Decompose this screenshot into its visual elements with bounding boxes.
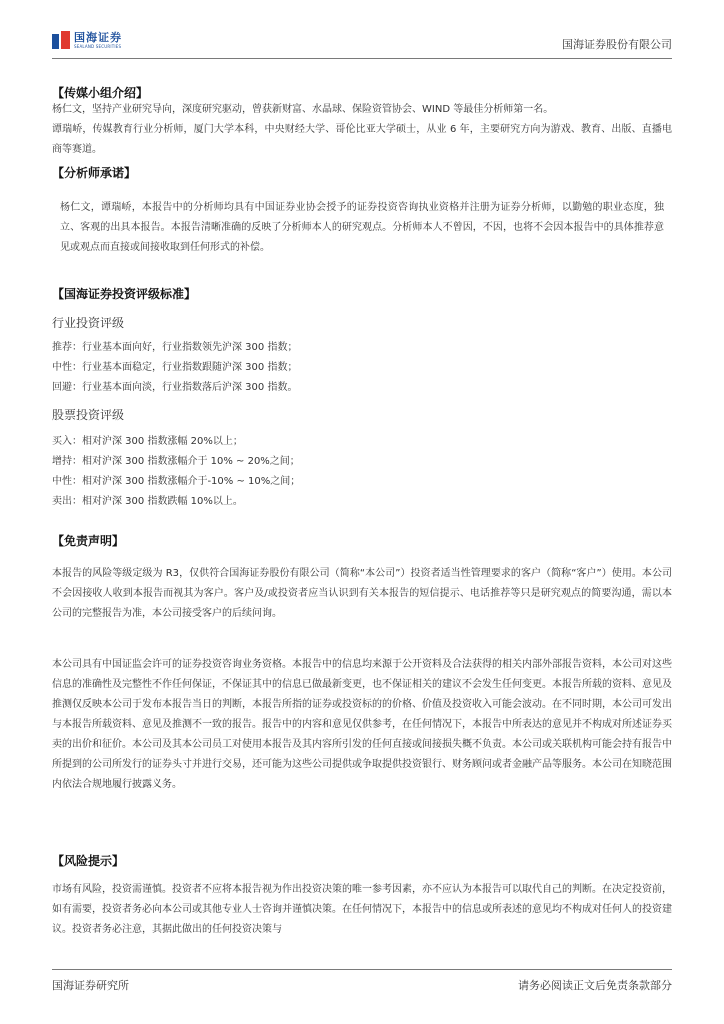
industry-rating-heading: 行业投资评级 — [52, 316, 125, 330]
logo-subtext: SEALAND SECURITIES — [74, 43, 122, 49]
disclaimer-title: 【免责声明】 — [52, 534, 125, 548]
media-team-member-2: 谭瑞峤，传媒教育行业分析师，厦门大学本科，中央财经大学、哥伦比亚大学硕士，从业 6 年，主要研究方向为游戏、教育、出版、直播电商等赛道。 — [52, 124, 672, 155]
industry-rating-item: 推荐：行业基本面向好，行业指数领先沪深 300 指数； — [52, 342, 298, 353]
risk-paragraph — [52, 880, 672, 940]
analyst-commitment-text: 杨仁文，谭瑞峤，本报告中的分析师均具有中国证券业协会授予的证券投资咨询执业资格并注册为证券分析师，以勤勉的职业态度，独立、客观的出具本报告。本报告清晰准确的反映了分析师本人的研究观点。分析师本人不曾因，不因，也将不会因本报告中的具体推荐意见或观点而直接或间接收取到任何形式的补偿。 — [60, 202, 664, 253]
disclaimer-paragraph-1 — [52, 564, 672, 624]
company-logo — [52, 28, 122, 52]
footer-notice: 请务必阅读正文后免责条款部分 — [518, 979, 672, 992]
logo-mark-icon — [52, 31, 70, 49]
stock-rating-heading: 股票投资评级 — [52, 408, 125, 422]
industry-rating-list — [52, 338, 652, 398]
media-team-body — [52, 100, 672, 160]
disclaimer-text-1: 本报告的风险等级定级为 R3，仅供符合国海证券股份有限公司（简称“本公司”）投资者适当性管理要求的客户（简称“客户”）使用。本公司不会因接收人收到本报告而视其为客户。客户及/或投资者应当认识到有关本报告的短信提示、电话推荐等只是研究观点的简要沟通，需以本公司的完整报告为准，本公司接受客户的后续问询。 — [52, 568, 672, 619]
analyst-commitment-title: 【分析师承诺】 — [52, 166, 137, 180]
analyst-commitment-body — [60, 198, 664, 258]
media-team-member-1: 杨仁文，坚持产业研究导向，深度研究驱动，曾获新财富、水晶球、保险资管协会、WIND 等最佳分析师第一名。 — [52, 104, 554, 115]
footer-institute: 国海证券研究所 — [52, 979, 129, 992]
risk-title: 【风险提示】 — [52, 854, 125, 868]
stock-rating-item: 中性：相对沪深 300 指数涨幅介于-10% ~ 10%之间； — [52, 476, 301, 487]
media-team-title: 【传媒小组介绍】 — [52, 86, 149, 100]
industry-rating-item: 回避：行业基本面向淡，行业指数落后沪深 300 指数。 — [52, 382, 298, 393]
stock-rating-item: 增持：相对沪深 300 指数涨幅介于 10% ~ 20%之间； — [52, 456, 300, 467]
logo-text: 国海证券 — [74, 30, 122, 44]
risk-text: 市场有风险，投资需谨慎。投资者不应将本报告视为作出投资决策的唯一参考因素，亦不应认为本报告可以取代自己的判断。在决定投资前，如有需要，投资者务必向本公司或其他专业人士咨询并谨慎决策。在任何情况下，本报告中的信息或所表述的意见均不构成对任何人的投资建议。投资者务必注意，其据此做出的任何投资决策与 — [52, 884, 672, 935]
disclaimer-paragraph-2 — [52, 655, 672, 795]
header-company-name: 国海证券股份有限公司 — [562, 38, 672, 51]
disclaimer-text-2: 本公司具有中国证监会许可的证券投资咨询业务资格。本报告中的信息均来源于公开资料及合法获得的相关内部外部报告资料，本公司对这些信息的准确性及完整性不作任何保证，不保证其中的信息已做最新变更，也不保证相关的建议不会发生任何变更。本报告所载的资料、意见及推测仅反映本公司于发布本报告当日的判断，本报告所指的证券或投资标的的价格、价值及投资收入可能会波动。在不同时期，本公司可发出与本报告所载资料、意见及推测不一致的报告。报告中的内容和意见仅供参考，在任何情况下，本报告中所表达的意见并不构成对所述证券买卖的出价和征价。本公司及其本公司员工对使用本报告及其内容所引发的任何直接或间接损失概不负责。本公司或关联机构可能会持有报告中所提到的公司所发行的证券头寸并进行交易，还可能为这些公司提供或争取提供投资银行、财务顾问或者金融产品等服务。本公司在知晓范围内依法合规地履行披露义务。 — [52, 659, 672, 790]
rating-standard-title: 【国海证券投资评级标准】 — [52, 287, 197, 301]
industry-rating-item: 中性：行业基本面稳定，行业指数跟随沪深 300 指数； — [52, 362, 298, 373]
stock-rating-item: 买入：相对沪深 300 指数涨幅 20%以上； — [52, 436, 243, 447]
page-header — [52, 26, 672, 59]
stock-rating-item: 卖出：相对沪深 300 指数跌幅 10%以上。 — [52, 496, 243, 507]
footer-divider — [52, 969, 672, 970]
stock-rating-list — [52, 432, 652, 512]
